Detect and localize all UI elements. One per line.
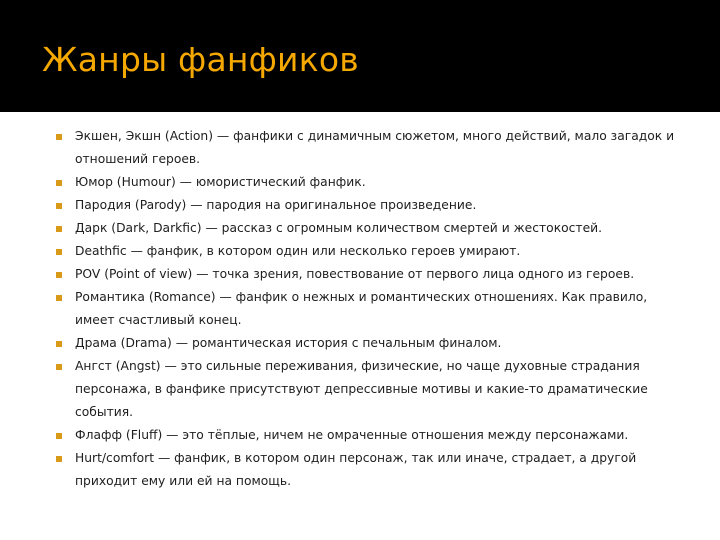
square-bullet-icon xyxy=(56,203,62,209)
square-bullet-icon xyxy=(56,249,62,255)
square-bullet-icon xyxy=(56,295,62,301)
square-bullet-icon xyxy=(56,180,62,186)
list-item xyxy=(0,355,720,424)
square-bullet-icon xyxy=(56,134,62,140)
list-item-text: Экшен, Экшн (Action) — фанфики с динамичным сюжетом, много действий, мало загадок и отношений героев. xyxy=(75,129,675,166)
list-item xyxy=(0,125,720,171)
square-bullet-icon xyxy=(56,226,62,232)
list-item-text: Юмор (Humour) — юмористический фанфик. xyxy=(75,175,366,189)
list-item-text: Hurt/comfort — фанфик, в котором один персонаж, так или иначе, страдает, а другой приходит ему или ей на помощь. xyxy=(75,451,637,488)
list-item-text: Дарк (Dark, Darkfic) — рассказ с огромным количеством смертей и жестокостей. xyxy=(75,221,603,235)
bullet-list xyxy=(0,112,720,493)
list-item xyxy=(0,424,720,447)
list-item-text: Пародия (Parody) — пародия на оригинальное произведение. xyxy=(75,198,477,212)
list-item xyxy=(0,447,720,493)
list-item-text: Ангст (Angst) — это сильные переживания, физические, но чаще духовные страдания персонажа, в фанфике присутствуют депрессивные мотивы и какие-то драматические события. xyxy=(75,359,648,419)
square-bullet-icon xyxy=(56,456,62,462)
square-bullet-icon xyxy=(56,364,62,370)
list-item xyxy=(0,263,720,286)
list-item xyxy=(0,286,720,332)
list-item-text: Драма (Drama) — романтическая история с печальным финалом. xyxy=(75,336,502,350)
list-item-text: POV (Point of view) — точка зрения, повествование от первого лица одного из героев. xyxy=(75,267,635,281)
list-item xyxy=(0,240,720,263)
title-band xyxy=(0,0,720,112)
list-item xyxy=(0,332,720,355)
list-item xyxy=(0,194,720,217)
list-item xyxy=(0,171,720,194)
slide-title: Жанры фанфиков xyxy=(42,40,359,79)
list-item-text: Романтика (Romance) — фанфик о нежных и романтических отношениях. Как правило, имеет счастливый конец. xyxy=(75,290,648,327)
square-bullet-icon xyxy=(56,433,62,439)
list-item-text: Deathfic — фанфик, в котором один или несколько героев умирают. xyxy=(75,244,521,258)
content-area xyxy=(0,112,720,540)
square-bullet-icon xyxy=(56,341,62,347)
list-item-text: Флафф (Fluff) — это тёплые, ничем не омраченные отношения между персонажами. xyxy=(75,428,629,442)
square-bullet-icon xyxy=(56,272,62,278)
list-item xyxy=(0,217,720,240)
